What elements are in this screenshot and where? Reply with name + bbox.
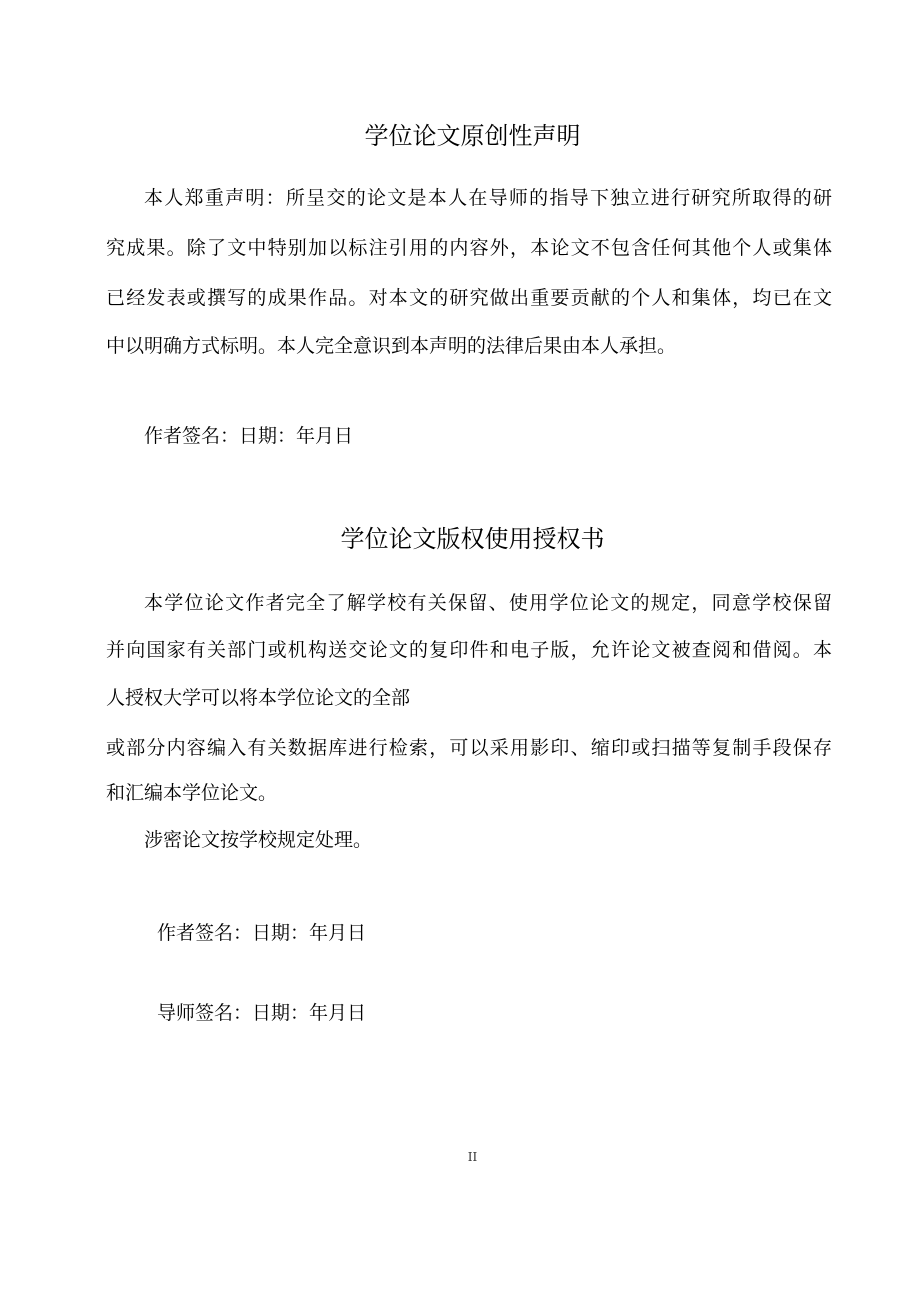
authorization-line-1: 本学位论文作者完全了解学校有关保留、使用学位论文的规定，同意学校保留: [144, 592, 832, 614]
declaration-line-1: 本人郑重声明：所呈交的论文是本人在导师的指导下独立进行研究所取得的研: [144, 187, 832, 209]
authorization-line-5: 和汇编本学位论文。: [106, 782, 278, 804]
declaration-title: 学位论文原创性声明: [364, 122, 581, 150]
page-number: II: [467, 1150, 478, 1164]
authorization-line-3: 人授权大学可以将本学位论文的全部: [106, 687, 411, 709]
classified-note: 涉密论文按学校规定处理。: [144, 829, 373, 851]
authorization-line-4: 或部分内容编入有关数据库进行检索，可以采用影印、缩印或扫描等复制手段保存: [106, 737, 832, 759]
authorization-title: 学位论文版权使用授权书: [340, 525, 605, 553]
declaration-line-2: 究成果。除了文中特别加以标注引用的内容外，本论文不包含任何其他个人或集体: [106, 237, 832, 259]
declaration-line-3: 已经发表或撰写的成果作品。对本文的研究做出重要贡献的个人和集体，均已在文: [106, 287, 832, 309]
declaration-author-signature: 作者签名：日期：年月日: [144, 425, 354, 447]
authorization-author-signature: 作者签名：日期：年月日: [157, 922, 367, 944]
advisor-signature: 导师签名：日期：年月日: [157, 1002, 367, 1024]
declaration-line-4: 中以明确方式标明。本人完全意识到本声明的法律后果由本人承担。: [106, 335, 677, 357]
authorization-line-2: 并向国家有关部门或机构送交论文的复印件和电子版，允许论文被查阅和借阅。本: [106, 639, 832, 661]
